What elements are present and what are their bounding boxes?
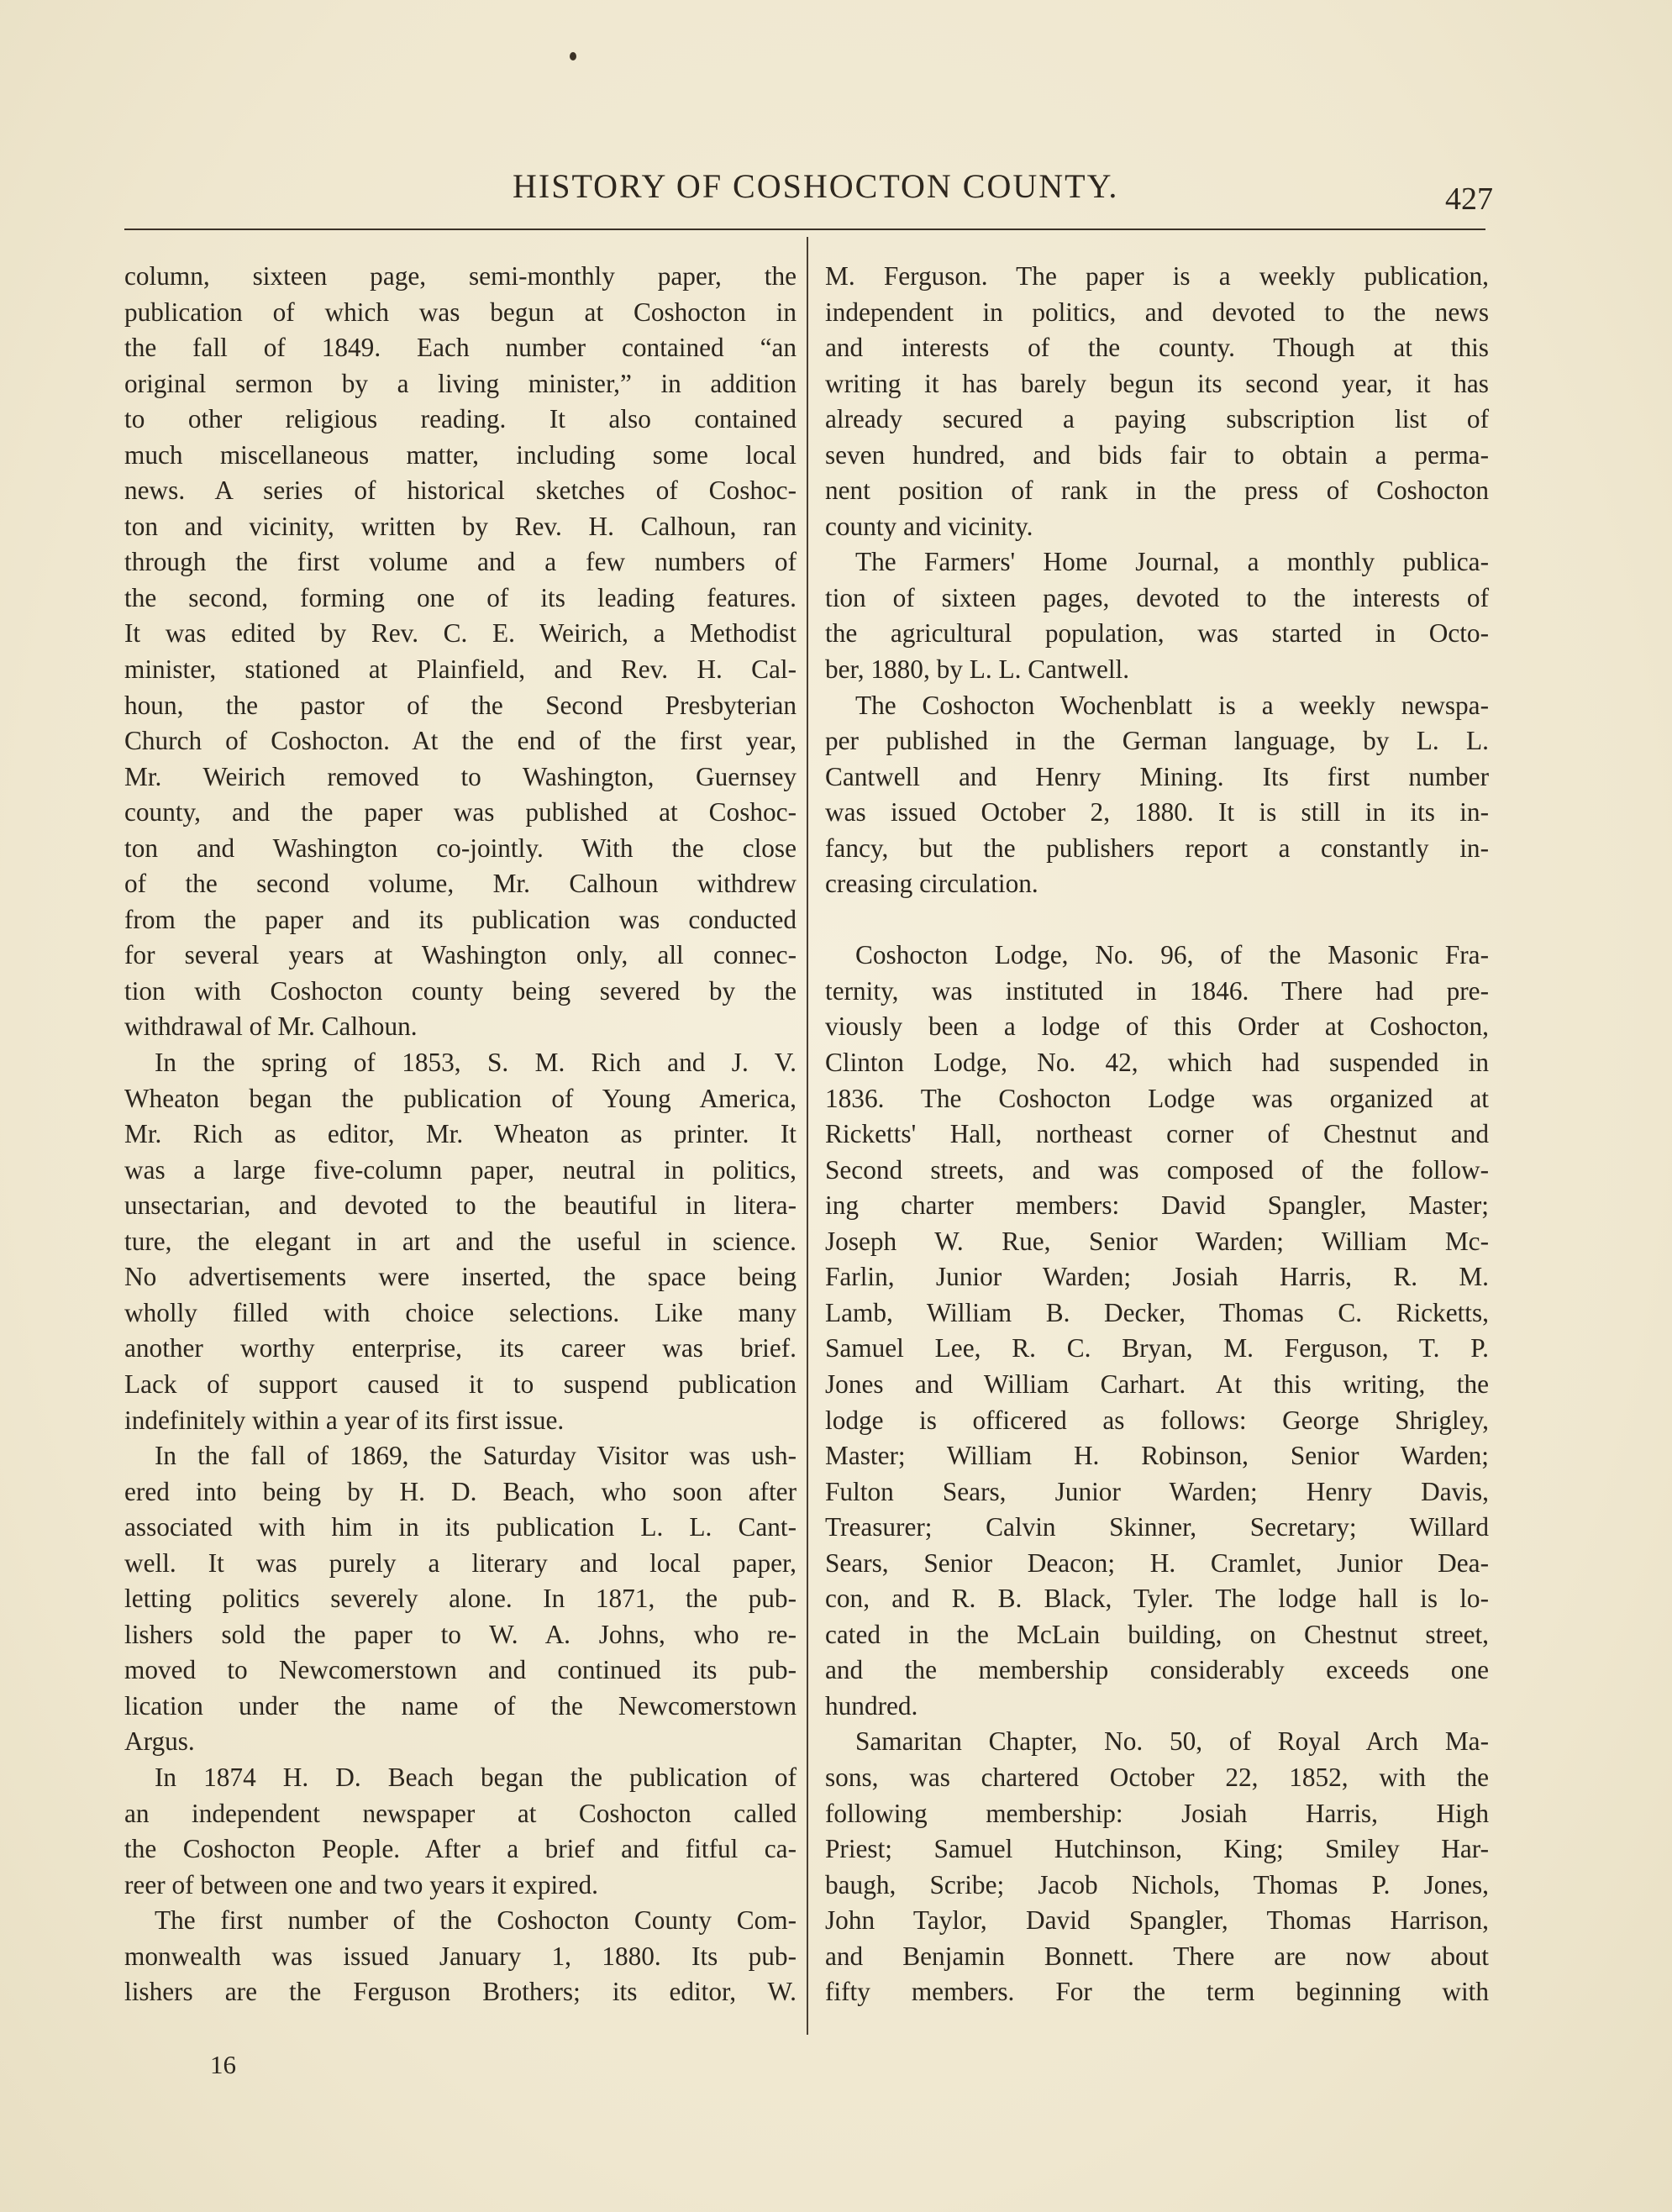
column-divider <box>807 237 808 2035</box>
text-line: another worthy enterprise, its career was brief. <box>124 1333 797 1363</box>
text-line: the agricultural population, was started in Octo- <box>825 618 1489 649</box>
text-line: Coshocton Lodge, No. 96, of the Masonic Fra- <box>855 940 1489 970</box>
text-line: hundred. <box>825 1690 918 1721</box>
text-line: county, and the paper was published at Coshoc- <box>124 797 797 828</box>
text-line: was issued October 2, 1880. It is still in its in- <box>825 797 1489 828</box>
text-line: Priest; Samuel Hutchinson, King; Smiley Har- <box>825 1834 1489 1864</box>
text-line: and Benjamin Bonnett. There are now about <box>825 1941 1489 1971</box>
left-column <box>124 259 797 2010</box>
text-line: of the second volume, Mr. Calhoun withdrew <box>124 869 797 899</box>
page-number: 427 <box>1445 181 1493 217</box>
text-line: indefinitely within a year of its first issue. <box>124 1405 565 1435</box>
text-line: Master; William H. Robinson, Senior Warden; <box>825 1441 1489 1471</box>
text-line: tion of sixteen pages, devoted to the interests of <box>825 582 1489 612</box>
text-line: Sears, Senior Deacon; H. Cramlet, Junior Dea- <box>825 1547 1489 1578</box>
text-line: sons, was chartered October 22, 1852, with the <box>825 1762 1489 1792</box>
text-line: fancy, but the publishers report a constantly in- <box>825 833 1489 863</box>
text-line: and interests of the county. Though at this <box>825 333 1489 363</box>
text-line: ing charter members: David Spangler, Master; <box>825 1190 1489 1221</box>
text-line: Second streets, and was composed of the follow- <box>825 1154 1489 1185</box>
text-line: writing it has barely begun its second year, it has <box>825 368 1489 398</box>
text-line: unsectarian, and devoted to the beautiful in litera- <box>124 1190 797 1221</box>
text-line: Treasurer; Calvin Skinner, Secretary; Willard <box>825 1512 1489 1542</box>
text-line: reer of between one and two years it expired. <box>124 1869 598 1899</box>
text-line: independent in politics, and devoted to the news <box>825 297 1489 327</box>
text-line: through the first volume and a few numbers of <box>124 547 797 577</box>
text-line: much miscellaneous matter, including some local <box>124 439 797 470</box>
text-line: Wheaton began the publication of Young America, <box>124 1083 797 1113</box>
text-line: It was edited by Rev. C. E. Weirich, a Methodist <box>124 618 797 649</box>
text-line: viously been a lodge of this Order at Coshocton, <box>825 1011 1489 1042</box>
text-line: Farlin, Junior Warden; Josiah Harris, R. M. <box>825 1262 1489 1292</box>
text-line: Mr. Rich as editor, Mr. Wheaton as printer. It <box>124 1119 797 1149</box>
text-line: wholly filled with choice selections. Like many <box>124 1297 797 1327</box>
text-line: The Coshocton Wochenblatt is a weekly newspa- <box>855 690 1489 720</box>
text-line: In 1874 H. D. Beach began the publication of <box>155 1762 797 1792</box>
text-line: publication of which was begun at Coshocton in <box>124 297 797 327</box>
text-line: Mr. Weirich removed to Washington, Guernsey <box>124 761 797 791</box>
text-line: per published in the German language, by L. L. <box>825 726 1489 756</box>
text-line: the second, forming one of its leading features. <box>124 582 797 612</box>
text-line: Samaritan Chapter, No. 50, of Royal Arch Ma- <box>855 1726 1489 1757</box>
text-line: the fall of 1849. Each number contained “an <box>124 333 797 363</box>
text-line: The first number of the Coshocton County Com- <box>155 1905 797 1936</box>
text-line: lishers sold the paper to W. A. Johns, who re- <box>124 1619 797 1649</box>
text-line: In the spring of 1853, S. M. Rich and J. V. <box>155 1048 797 1078</box>
text-line: ber, 1880, by L. L. Cantwell. <box>825 654 1130 685</box>
text-line: The Farmers' Home Journal, a monthly publica- <box>855 547 1489 577</box>
text-line: lodge is officered as follows: George Shrigley, <box>825 1405 1489 1435</box>
text-line: well. It was purely a literary and local paper, <box>124 1547 797 1578</box>
text-line: associated with him in its publication L. L. Cant- <box>124 1512 797 1542</box>
header-rule <box>124 229 1485 230</box>
text-line: baugh, Scribe; Jacob Nichols, Thomas P. Jones, <box>825 1869 1489 1899</box>
text-line: In the fall of 1869, the Saturday Visitor was ush- <box>155 1441 797 1471</box>
text-line: Cantwell and Henry Mining. Its first number <box>825 761 1489 791</box>
text-line: an independent newspaper at Coshocton called <box>124 1798 797 1828</box>
text-line: withdrawal of Mr. Calhoun. <box>124 1011 418 1042</box>
text-line: Church of Coshocton. At the end of the first year, <box>124 726 797 756</box>
text-line: ture, the elegant in art and the useful in science. <box>124 1226 797 1256</box>
text-line: Lamb, William B. Decker, Thomas C. Ricketts, <box>825 1297 1489 1327</box>
text-line: to other religious reading. It also contained <box>124 404 797 434</box>
text-line: lishers are the Ferguson Brothers; its editor, W. <box>124 1977 797 2007</box>
text-line: ternity, was instituted in 1846. There had pre- <box>825 975 1489 1006</box>
text-line: Samuel Lee, R. C. Bryan, M. Ferguson, T. P. <box>825 1333 1489 1363</box>
text-line: was a large five-column paper, neutral in politics, <box>124 1154 797 1185</box>
text-line: county and vicinity. <box>825 511 1033 541</box>
text-line: ton and Washington co-jointly. With the close <box>124 833 797 863</box>
text-line: Clinton Lodge, No. 42, which had suspended in <box>825 1048 1489 1078</box>
text-line: Jones and William Carhart. At this writing, the <box>825 1369 1489 1399</box>
text-line: the Coshocton People. After a brief and fitful ca- <box>124 1834 797 1864</box>
ink-dot <box>570 52 576 60</box>
text-line: John Taylor, David Spangler, Thomas Harrison, <box>825 1905 1489 1936</box>
text-line: Joseph W. Rue, Senior Warden; William Mc- <box>825 1226 1489 1256</box>
text-line: creasing circulation. <box>825 869 1038 899</box>
running-head: HISTORY OF COSHOCTON COUNTY. <box>513 167 1119 205</box>
text-line: and the membership considerably exceeds one <box>825 1655 1489 1685</box>
text-line: fifty members. For the term beginning with <box>825 1977 1489 2007</box>
right-column <box>825 259 1489 2010</box>
text-line: original sermon by a living minister,” in addition <box>124 368 797 398</box>
text-line: Argus. <box>124 1726 195 1757</box>
text-line: Ricketts' Hall, northeast corner of Chestnut and <box>825 1119 1489 1149</box>
text-line: already secured a paying subscription list of <box>825 404 1489 434</box>
text-line: from the paper and its publication was conducted <box>124 904 797 934</box>
text-line: No advertisements were inserted, the space being <box>124 1262 797 1292</box>
text-line: M. Ferguson. The paper is a weekly publication, <box>825 261 1489 291</box>
text-line: ered into being by H. D. Beach, who soon after <box>124 1476 797 1506</box>
text-line: Lack of support caused it to suspend publication <box>124 1369 797 1399</box>
text-line: for several years at Washington only, all connec- <box>124 940 797 970</box>
text-line: ton and vicinity, written by Rev. H. Calhoun, ran <box>124 511 797 541</box>
text-line: seven hundred, and bids fair to obtain a perma- <box>825 439 1489 470</box>
signature-mark: 16 <box>210 2050 236 2079</box>
text-line: news. A series of historical sketches of Coshoc- <box>124 476 797 506</box>
text-line: tion with Coshocton county being severed by the <box>124 975 797 1006</box>
text-line: nent position of rank in the press of Coshocton <box>825 476 1489 506</box>
text-line: houn, the pastor of the Second Presbyterian <box>124 690 797 720</box>
text-line: following membership: Josiah Harris, High <box>825 1798 1489 1828</box>
text-line: monwealth was issued January 1, 1880. Its pub- <box>124 1941 797 1971</box>
text-line: lication under the name of the Newcomerstown <box>124 1690 797 1721</box>
text-line: column, sixteen page, semi-monthly paper, the <box>124 261 797 291</box>
text-line: con, and R. B. Black, Tyler. The lodge hall is lo- <box>825 1584 1489 1614</box>
text-line: moved to Newcomerstown and continued its pub- <box>124 1655 797 1685</box>
text-line: letting politics severely alone. In 1871, the pub- <box>124 1584 797 1614</box>
section-break <box>825 902 1489 938</box>
text-line: cated in the McLain building, on Chestnut street, <box>825 1619 1489 1649</box>
text-line: minister, stationed at Plainfield, and Rev. H. Cal- <box>124 654 797 685</box>
text-line: 1836. The Coshocton Lodge was organized at <box>825 1083 1489 1113</box>
text-line: Fulton Sears, Junior Warden; Henry Davis, <box>825 1476 1489 1506</box>
